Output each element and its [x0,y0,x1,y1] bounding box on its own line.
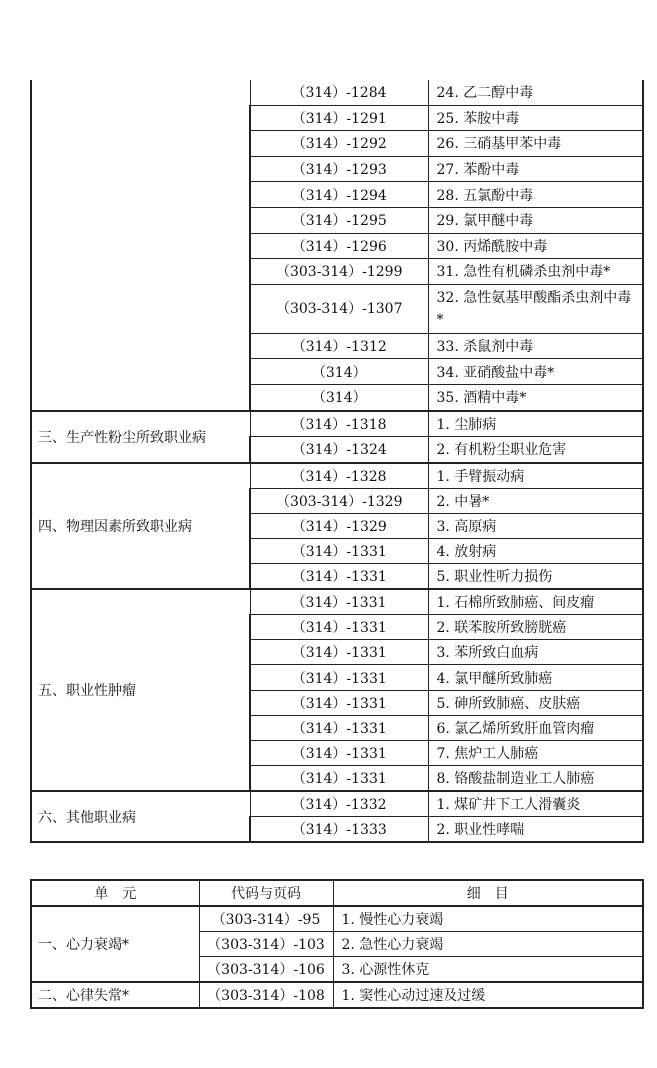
code-cell: （314）-1318 [250,411,428,437]
table-row [31,411,643,437]
item-cell: 30. 丙烯酰胺中毒 [428,233,643,259]
code-cell: （314）-1331 [250,665,428,690]
code-cell: （314）-1296 [250,233,428,259]
item-cell: 1. 手臂振动病 [428,463,643,489]
item-cell: 5. 职业性听力损伤 [428,564,643,590]
table-row [31,906,643,932]
item-cell: 4. 氯甲醚所致肺癌 [428,665,643,690]
cardiovascular-table [30,879,644,1009]
item-cell: 7. 焦炉工人肺癌 [428,740,643,765]
item-cell: 26. 三硝基甲苯中毒 [428,131,643,157]
unit-cell: 五、职业性肿瘤 [31,589,250,791]
unit-cell: 三、生产性粉尘所致职业病 [31,411,250,463]
item-cell: 29. 氯甲醚中毒 [428,207,643,233]
code-cell: （314）-1331 [250,690,428,715]
code-cell: （314）-1292 [250,131,428,157]
table-row [31,589,643,615]
item-cell: 34. 亚硝酸盐中毒* [428,359,643,385]
code-cell: （303-314）-103 [199,932,333,957]
item-cell: 33. 杀鼠剂中毒 [428,333,643,359]
code-cell: （314）-1294 [250,182,428,208]
item-cell: 1. 石棉所致肺癌、间皮瘤 [428,589,643,615]
code-cell: （314）-1332 [250,791,428,817]
item-cell: 2. 联苯胺所致膀胱癌 [428,615,643,640]
header-row [31,880,643,906]
code-cell: （314）-1312 [250,333,428,359]
code-cell: （303-314）-1299 [250,259,428,285]
code-cell: （303-314）-106 [199,957,333,983]
code-cell: （314）-1331 [250,615,428,640]
table-row [31,463,643,489]
header-unit: 单 元 [31,880,199,906]
code-cell: （314）-1295 [250,207,428,233]
code-cell: （314）-1331 [250,715,428,740]
table-row [31,982,643,1008]
item-cell: 2. 职业性哮喘 [428,817,643,843]
occupational-disease-table [30,80,644,843]
unit-cell: 一、心力衰竭* [31,906,199,982]
item-cell: 35. 酒精中毒* [428,384,643,410]
code-cell: （314）-1284 [250,80,428,105]
header-item: 细 目 [333,880,643,906]
code-cell: （303-314）-1307 [250,284,428,333]
code-cell: （314）-1291 [250,105,428,131]
item-cell: 25. 苯胺中毒 [428,105,643,131]
code-cell: （314）-1331 [250,589,428,615]
code-cell: （314）-1331 [250,740,428,765]
unit-cell: 四、物理因素所致职业病 [31,463,250,589]
table-row [31,791,643,817]
item-cell: 2. 中暑* [428,488,643,513]
code-cell: （314） [250,384,428,410]
code-cell: （303-314）-108 [199,982,333,1008]
code-cell: （314）-1324 [250,437,428,463]
code-cell: （314）-1331 [250,765,428,791]
header-code: 代码与页码 [199,880,333,906]
code-cell: （314）-1331 [250,564,428,590]
table-row [31,80,643,105]
code-cell: （314）-1329 [250,513,428,538]
unit-cell: 六、其他职业病 [31,791,250,842]
item-cell: 3. 高原病 [428,513,643,538]
code-cell: （314）-1293 [250,156,428,182]
unit-cell: 二、心律失常* [31,982,199,1008]
item-cell: 3. 苯所致白血病 [428,640,643,665]
item-cell: 31. 急性有机磷杀虫剂中毒* [428,259,643,285]
item-cell: 2. 急性心力衰竭 [333,932,643,957]
code-cell: （314）-1328 [250,463,428,489]
unit-cell-continued [31,80,250,411]
item-cell: 1. 煤矿井下工人滑囊炎 [428,791,643,817]
item-cell: 4. 放射病 [428,539,643,564]
item-cell: 5. 砷所致肺癌、皮肤癌 [428,690,643,715]
code-cell: （303-314）-95 [199,906,333,932]
code-cell: （314）-1331 [250,539,428,564]
item-cell: 8. 铬酸盐制造业工人肺癌 [428,765,643,791]
item-cell: 3. 心源性休克 [333,957,643,983]
item-cell: 27. 苯酚中毒 [428,156,643,182]
item-cell: 1. 慢性心力衰竭 [333,906,643,932]
code-cell: （314）-1333 [250,817,428,843]
item-cell: 1. 窦性心动过速及过缓 [333,982,643,1008]
item-cell: 2. 有机粉尘职业危害 [428,437,643,463]
code-cell: （314） [250,359,428,385]
code-cell: （303-314）-1329 [250,488,428,513]
code-cell: （314）-1331 [250,640,428,665]
item-cell: 32. 急性氨基甲酸酯杀虫剂中毒* [428,284,643,333]
item-cell: 24. 乙二醇中毒 [428,80,643,105]
item-cell: 28. 五氯酚中毒 [428,182,643,208]
item-cell: 1. 尘肺病 [428,411,643,437]
item-cell: 6. 氯乙烯所致肝血管肉瘤 [428,715,643,740]
